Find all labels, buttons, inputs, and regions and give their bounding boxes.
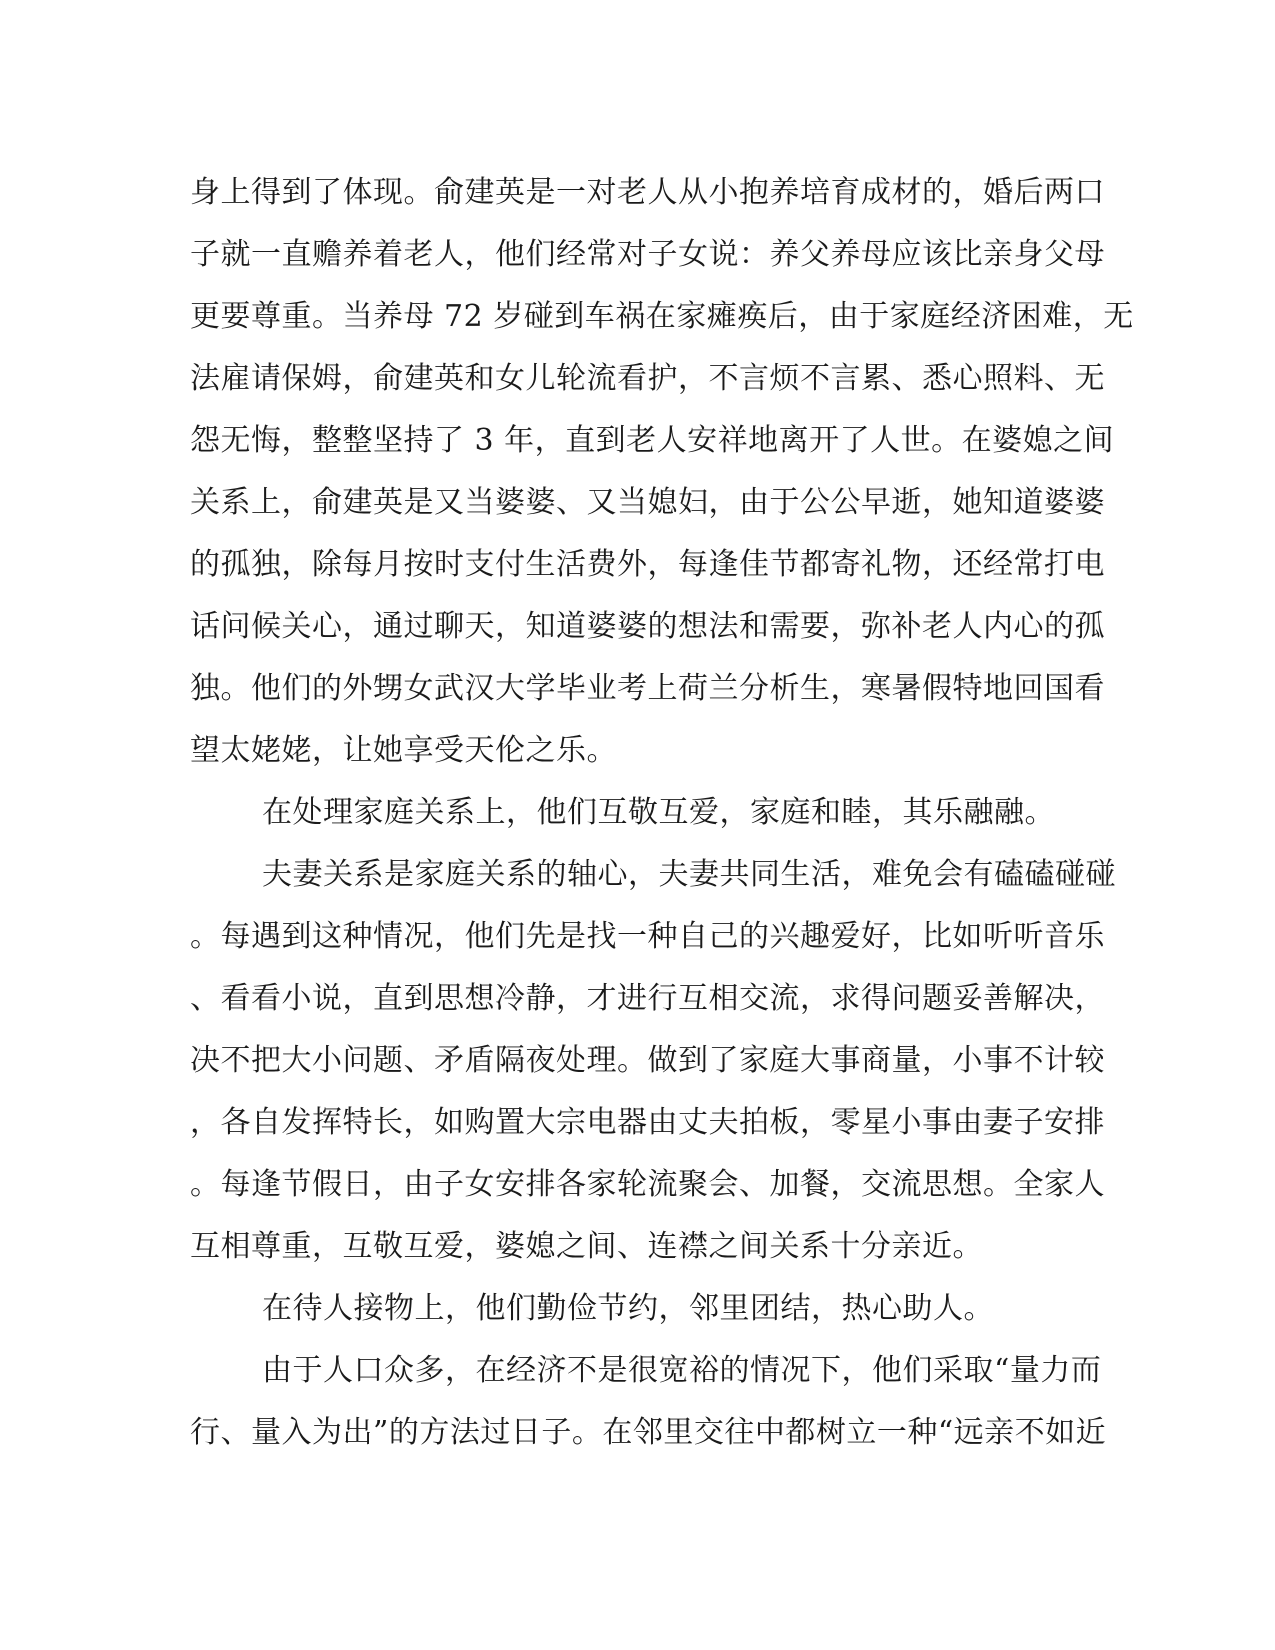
text-line: 更要尊重。当养母 72 岁碰到车祸在家瘫痪后，由于家庭经济困难，无 <box>190 299 1134 334</box>
text-line: 怨无悔，整整坚持了 3 年，直到老人安祥地离开了人世。在婆媳之间 <box>190 423 1115 458</box>
text-line: 身上得到了体现。俞建英是一对老人从小抱养培育成材的，婚后两口 <box>190 175 1105 210</box>
text-line: 的孤独，除每月按时支付生活费外，每逢佳节都寄礼物，还经常打电 <box>190 547 1105 582</box>
text-line: 由于人口众多，在经济不是很宽裕的情况下，他们采取“量力而 <box>262 1353 1102 1388</box>
section-heading-line: 在待人接物上，他们勤俭节约，邻里团结，热心助人。 <box>262 1291 994 1326</box>
text-line: 决不把大小问题、矛盾隔夜处理。做到了家庭大事商量，小事不计较 <box>190 1043 1105 1078</box>
text-line: 关系上，俞建英是又当婆婆、又当媳妇，由于公公早逝，她知道婆婆 <box>190 485 1105 520</box>
text-line: 。每遇到这种情况，他们先是找一种自己的兴趣爱好，比如听听音乐 <box>190 919 1105 954</box>
body-text <box>190 162 1134 1464</box>
text-line: 独。他们的外甥女武汉大学毕业考上荷兰分析生，寒暑假特地回国看 <box>190 671 1105 706</box>
section-heading-line: 在处理家庭关系上，他们互敬互爱，家庭和睦，其乐融融。 <box>262 795 1055 830</box>
text-line: 行、量入为出”的方法过日子。在邻里交往中都树立一种“远亲不如近 <box>190 1415 1107 1450</box>
text-line: 法雇请保姆，俞建英和女儿轮流看护，不言烦不言累、悉心照料、无 <box>190 361 1105 396</box>
text-line: 子就一直赡养着老人，他们经常对子女说：养父养母应该比亲身父母 <box>190 237 1105 272</box>
text-line: 互相尊重，互敬互爱，婆媳之间、连襟之间关系十分亲近。 <box>190 1229 983 1264</box>
text-line: 话问候关心，通过聊天，知道婆婆的想法和需要，弥补老人内心的孤 <box>190 609 1105 644</box>
text-line: 夫妻关系是家庭关系的轴心，夫妻共同生活，难免会有磕磕碰碰 <box>262 857 1116 892</box>
text-line: 、看看小说，直到思想冷静，才进行互相交流，求得问题妥善解决， <box>190 981 1105 1016</box>
text-line: ，各自发挥特长，如购置大宗电器由丈夫拍板，零星小事由妻子安排 <box>190 1105 1105 1140</box>
text-line: 望太姥姥，让她享受天伦之乐。 <box>190 733 617 768</box>
text-line: 。每逢节假日，由子女安排各家轮流聚会、加餐，交流思想。全家人 <box>190 1167 1105 1202</box>
